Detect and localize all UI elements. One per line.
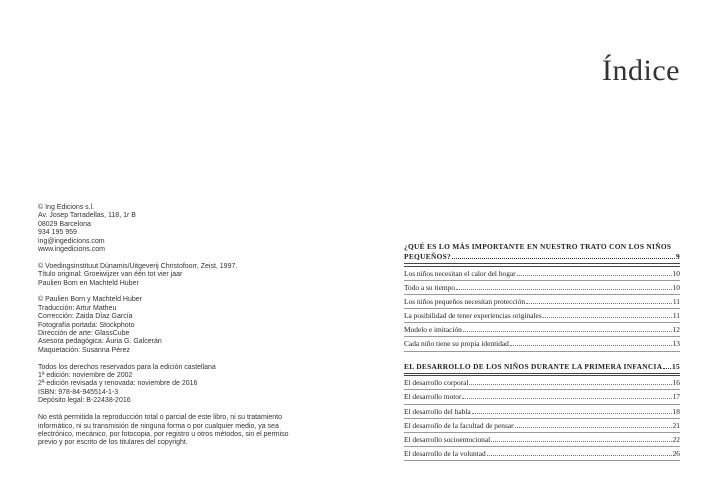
toc-item-list	[404, 376, 680, 461]
credit-line: © Paulien Born y Machteld Huber	[38, 296, 142, 304]
toc-item-title: Todo a su tiempo	[404, 282, 456, 292]
dot-leader	[515, 427, 672, 428]
credit-line: Asesora pedagógica: Àuria G. Galcerán	[38, 338, 162, 346]
credit-line: © Voedingsinstituut Dùnamis/Uitgeverij Christofoorr, Zeist, 1997.	[38, 262, 238, 270]
toc-section	[404, 362, 680, 462]
credit-line: 1ª edición: noviembre de 2002	[38, 372, 133, 380]
credit-line: Todos los derechos reservados para la edición castellana	[38, 363, 216, 371]
dot-leader	[463, 331, 672, 332]
dot-leader	[472, 413, 672, 414]
page-number: 15	[672, 361, 680, 371]
toc-item-title: El desarrollo del habla	[404, 406, 471, 416]
section-heading-line: PEQUEÑOS?	[404, 252, 452, 261]
toc-item-title: El desarrollo corporal	[404, 378, 469, 388]
toc-item[interactable]	[404, 323, 680, 337]
dot-leader	[663, 368, 671, 369]
credit-line: © Ing Edicions s.l.	[38, 204, 95, 211]
page-number: 10	[672, 282, 680, 292]
page-number: 11	[672, 311, 680, 321]
credit-line: Fotografía portada: Stockphoto	[38, 321, 135, 329]
toc-item[interactable]	[404, 376, 680, 390]
credit-line: Maquetación: Susanna Pérez	[38, 346, 130, 354]
page-number: 18	[672, 406, 680, 416]
toc-item[interactable]	[404, 309, 680, 323]
toc-item[interactable]	[404, 295, 680, 309]
page-number: 10	[672, 268, 680, 278]
credit-line: Título original: Groeiwijzer van één tot vier jaar	[38, 271, 183, 279]
toc-item[interactable]	[404, 390, 680, 404]
page-number: 11	[672, 296, 680, 306]
toc-item-title: Modelo e imitación	[404, 325, 462, 335]
toc-item-title: Cada niño tiene su propia identidad	[404, 339, 509, 349]
credit-line: Corrección: Zaida Díaz García	[38, 313, 133, 321]
page-number: 22	[672, 434, 680, 444]
toc-item[interactable]	[404, 267, 680, 281]
rights-block	[38, 364, 338, 406]
credit-line: Av. Josep Tarradellas, 118, 1r B	[38, 212, 136, 220]
page-number: 21	[672, 420, 680, 430]
dot-leader	[510, 345, 672, 346]
dot-leader	[469, 384, 671, 385]
credit-line: previo y por escrito de los titulares del copyright.	[38, 439, 188, 447]
credit-line: Depósito legal: B-22438-2016	[38, 397, 131, 405]
toc-item-title: El desarrollo motor	[404, 392, 462, 402]
publisher-block	[38, 204, 338, 254]
toc-item[interactable]	[404, 405, 680, 419]
toc-item[interactable]	[404, 281, 680, 295]
toc-item[interactable]	[404, 337, 680, 351]
credit-line: Dirección de arte: GlassCube	[38, 330, 130, 338]
dot-leader	[517, 275, 672, 276]
credit-line: Traducción: Artur Matheu	[38, 304, 117, 312]
dot-leader	[452, 258, 675, 259]
toc-section	[404, 242, 680, 352]
credit-line: www.ingedicions.com	[38, 246, 105, 254]
page-number: 17	[672, 392, 680, 402]
credit-line: 08029 Barcelona	[38, 220, 91, 228]
credit-line: electrónico, mecánico, por fotocopia, por registro u otros métodos, sin el permiso	[38, 430, 289, 438]
toc-item-title: El desarrollo socioemocional	[404, 434, 491, 444]
dot-leader	[462, 398, 671, 399]
toc-item[interactable]	[404, 419, 680, 433]
credit-line: 934 195 959	[38, 229, 77, 237]
dot-leader	[491, 441, 671, 442]
toc-item-title: El desarrollo de la facultad de pensar	[404, 420, 514, 430]
toc-item-title: Los niños pequeños necesitan protección	[404, 296, 526, 306]
page-number: 26	[672, 449, 680, 459]
page-number: 16	[672, 378, 680, 388]
table-of-contents	[404, 242, 680, 471]
page-number: 12	[672, 325, 680, 335]
credit-line: Paulien Bom en Machteld Huber	[38, 279, 139, 287]
page-number: 13	[672, 339, 680, 349]
toc-item-list	[404, 267, 680, 352]
section-heading-line: EL DESARROLLO DE LOS NIÑOS DURANTE LA PRIMERA INFANCIA	[404, 361, 663, 371]
notice-block	[38, 414, 338, 448]
toc-item-title: La posibilidad de tener experiencias originales	[404, 311, 542, 321]
original-title-block	[38, 263, 338, 288]
toc-item-title: El desarrollo de la voluntad	[404, 449, 486, 459]
dot-leader	[543, 317, 672, 318]
credit-line: No está permitida la reproducción total o parcial de este libro, ni su tratamiento	[38, 414, 282, 422]
credit-line: 2ª edición revisada y renovada: noviembre de 2016	[38, 380, 198, 388]
credit-line: ISBN: 978-84-945514-1-3	[38, 388, 119, 396]
toc-item[interactable]	[404, 447, 680, 461]
copyright-credits	[38, 204, 338, 456]
right-page	[360, 0, 720, 484]
page-number: 9	[676, 252, 680, 261]
section-heading[interactable]	[404, 242, 680, 262]
toc-item-title: Los niños necesitan el calor del hogar	[404, 268, 516, 278]
dot-leader	[456, 289, 672, 290]
dot-leader	[526, 303, 672, 304]
credit-line: ing@ingedicions.com	[38, 237, 105, 245]
section-heading[interactable]	[404, 362, 680, 372]
dot-leader	[487, 455, 672, 456]
toc-item[interactable]	[404, 433, 680, 447]
team-block	[38, 296, 338, 355]
section-heading-line: ¿QUÉ ES LO MÁS IMPORTANTE EN NUESTRO TRATO CON LOS NIÑOS	[404, 242, 672, 251]
index-title: Índice	[602, 54, 680, 87]
credit-line: informático, ni su transmisión de ninguna forma o por cualquier medio, ya sea	[38, 422, 279, 430]
